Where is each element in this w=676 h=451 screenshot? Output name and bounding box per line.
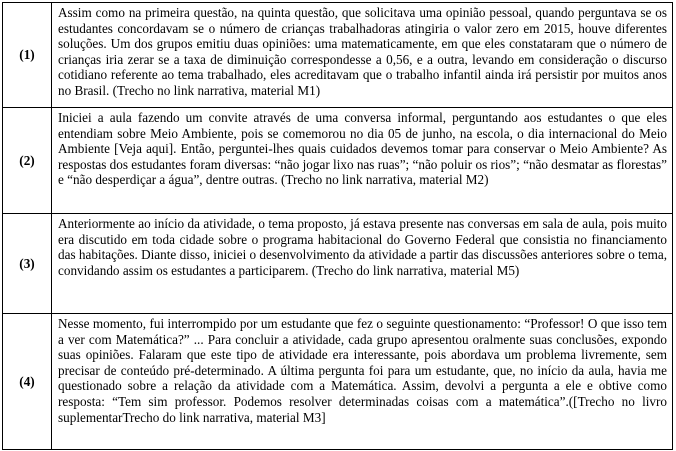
row-label: (4) — [3, 314, 52, 450]
table-row — [3, 108, 673, 214]
table-row — [3, 3, 673, 108]
row-excerpt: Assim como na primeira questão, na quinta questão, que solicitava uma opinião pessoal, quando perguntava se os estudantes concordavam se o número de crianças trabalhadoras atingiria o valor zero em 2015, houve diferentes soluções. Um dos grupos emitiu duas opiniões: uma matematicamente, em que eles constataram que o número de crianças iria zerar se a taxa de diminuição correspondesse a 0,56, e a outra, levando em consideração o discurso cotidiano referente ao tema trabalhado, eles acreditavam que o trabalho infantil ainda irá persistir por muitos anos no Brasil. (Trecho no link narrativa, material M1) — [52, 3, 673, 108]
row-excerpt: Nesse momento, fui interrompido por um estudante que fez o seguinte questionamento: “Professor! O que isso tem a ver com Matemática?” ... Para concluir a atividade, cada grupo apresentou oralmente suas conclusões, expondo suas opiniões. Falaram que este tipo de atividade era interessante, pois abordava um problema livremente, sem precisar de conteúdo pré-determinado. A última pergunta foi para um estudante, que, no início da aula, havia me questionado sobre a relação da atividade com a Matemática. Assim, devolvi a pergunta a ele e obtive como resposta: “Tem sim professor. Podemos resolver determinadas coisas com a matemática”.([Trecho no livro suplementarTrecho do link narrativa, material M3] — [52, 314, 673, 450]
excerpts-table — [2, 2, 673, 450]
table-row — [3, 314, 673, 450]
row-excerpt: Anteriormente ao início da atividade, o tema proposto, já estava presente nas conversas em sala de aula, pois muito era discutido em toda cidade sobre o programa habitacional do Governo Federal que consistia no financiamento das habitações. Diante disso, iniciei o desenvolvimento da atividade a partir das discussões anteriores sobre o tema, convidando assim os estudantes a participarem. (Trecho do link narrativa, material M5) — [52, 214, 673, 314]
row-label: (3) — [3, 214, 52, 314]
row-excerpt: Iniciei a aula fazendo um convite através de uma conversa informal, perguntando aos estudantes o que eles entendiam sobre Meio Ambiente, pois se comemorou no dia 05 de junho, na escola, o dia internacional do Meio Ambiente [Veja aqui]. Então, perguntei-lhes quais cuidados devemos tomar para conservar o Meio Ambiente? As respostas dos estudantes foram diversas: “não jogar lixo nas ruas”; “não poluir os rios”; “não desmatar as florestas” e “não desperdiçar a água”, dentre outras. (Trecho no link narrativa, material M2) — [52, 108, 673, 214]
row-label: (1) — [3, 3, 52, 108]
row-label: (2) — [3, 108, 52, 214]
table-row — [3, 214, 673, 314]
